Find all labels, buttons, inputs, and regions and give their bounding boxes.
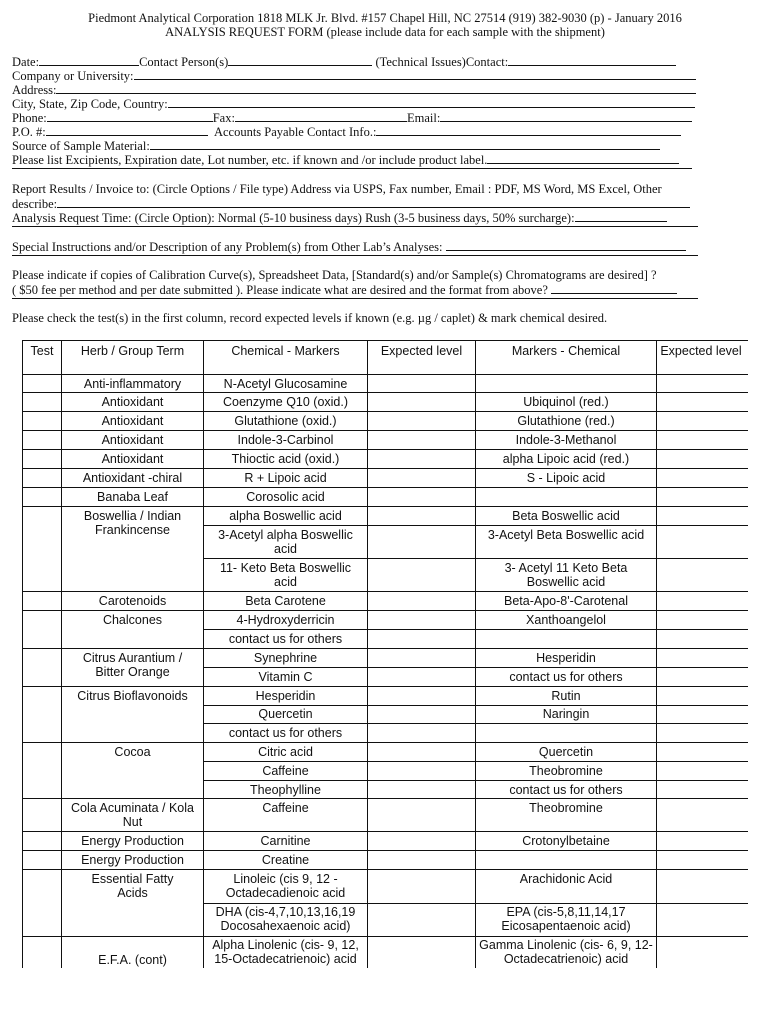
herb-cell: Antioxidant -chiral	[82, 471, 183, 485]
header-company-line: Piedmont Analytical Corporation 1818 MLK Jr. Blvd. #157 Chapel Hill, NC 27514 (919) 382-9030 (p) - January 2016	[88, 11, 682, 25]
excipients-label: Please list Excipients, Expiration date, Lot number, etc. if known and /or include product label.	[12, 153, 488, 167]
phone-label: Phone:	[12, 111, 47, 125]
chemical-marker-cell: Citric acid	[258, 745, 313, 759]
column-header-test: Test	[30, 344, 54, 358]
herb-cell: Essential Fatty Acids	[91, 872, 174, 900]
chemical-marker-cell: Thioctic acid (oxid.)	[231, 452, 340, 466]
marker-chemical-cell: Gamma Linolenic (cis- 6, 9, 12-Octadecatrienoic) acid	[479, 938, 653, 966]
chemical-marker-cell: Alpha Linolenic (cis- 9, 12, 15-Octadecatrienoic) acid	[212, 938, 359, 966]
marker-chemical-cell: Theobromine	[529, 801, 603, 815]
marker-chemical-cell: Beta-Apo-8'-Carotenal	[504, 594, 628, 608]
request-time-label: Analysis Request Time: (Circle Option): Normal (5-10 business days) Rush (3-5 business days, 50% surcharge):	[12, 211, 575, 225]
chemical-marker-cell: Quercetin	[258, 707, 313, 721]
herb-cell: Antioxidant	[101, 433, 164, 447]
chemical-marker-cell: N-Acetyl Glucosamine	[223, 377, 348, 391]
chemical-marker-cell: Indole-3-Carbinol	[237, 433, 334, 447]
chemical-marker-cell: R + Lipoic acid	[244, 471, 327, 485]
source-label: Source of Sample Material:	[12, 139, 150, 153]
herb-cell: Citrus Aurantium / Bitter Orange	[82, 651, 183, 679]
marker-chemical-cell: 3-Acetyl Beta Boswellic acid	[487, 528, 645, 542]
chemical-marker-cell: Linoleic (cis 9, 12 - Octadecadienoic acid	[225, 872, 346, 900]
chemical-marker-cell: Caffeine	[262, 764, 309, 778]
chemical-marker-cell: 4-Hydroxyderricin	[236, 613, 335, 627]
chemical-marker-cell: 11- Keto Beta Boswellic acid	[219, 561, 352, 589]
check-tests-instruction: Please check the test(s) in the first column, record expected levels if known (e.g. µg / caplet) & mark chemical desired.	[12, 311, 608, 325]
marker-chemical-cell: Ubiquinol (red.)	[523, 395, 609, 409]
chemical-marker-cell: Creatine	[261, 853, 310, 867]
herb-cell: Cocoa	[114, 745, 151, 759]
chemical-marker-cell: Theophylline	[250, 783, 321, 797]
herb-cell: E.F.A. (cont)	[98, 953, 167, 967]
chemical-marker-cell: contact us for others	[228, 726, 343, 740]
chemical-marker-cell: Hesperidin	[255, 689, 316, 703]
marker-chemical-cell: alpha Lipoic acid (red.)	[502, 452, 630, 466]
marker-chemical-cell: 3- Acetyl 11 Keto Beta Boswellic acid	[504, 561, 628, 589]
column-header-expected-level-2: Expected level	[660, 344, 742, 358]
special-label: Special Instructions and/or Description of any Problem(s) from Other Lab’s Analyses:	[12, 240, 446, 254]
column-header-markers-chemical: Markers - Chemical	[511, 344, 621, 358]
herb-cell: Antioxidant	[101, 452, 164, 466]
marker-chemical-cell: Hesperidin	[536, 651, 596, 665]
column-header-expected-level: Expected level	[380, 344, 463, 358]
chemical-marker-cell: Beta Carotene	[245, 594, 326, 608]
herb-cell: Banaba Leaf	[97, 490, 168, 504]
marker-chemical-cell: Crotonylbetaine	[522, 834, 610, 848]
accounts-payable-label: Accounts Payable Contact Info.:	[213, 125, 377, 139]
chemical-marker-cell: Carnitine	[260, 834, 311, 848]
herb-cell: Energy Production	[81, 853, 184, 867]
contact-person-label: Contact Person(s)	[139, 55, 229, 69]
marker-chemical-cell: Indole-3-Methanol	[515, 433, 617, 447]
fax-label: Fax:	[212, 111, 235, 125]
marker-chemical-cell: Arachidonic Acid	[519, 872, 613, 886]
marker-chemical-cell: EPA (cis-5,8,11,14,17 Eicosapentaenoic acid)	[501, 905, 631, 933]
herb-cell: Chalcones	[102, 613, 163, 627]
po-label: P.O. #:	[12, 125, 46, 139]
herb-cell: Anti-inflammatory	[83, 377, 182, 391]
email-label: Email:	[406, 111, 441, 125]
marker-chemical-cell: Quercetin	[538, 745, 594, 759]
marker-chemical-cell: Theobromine	[529, 764, 603, 778]
herb-cell: Antioxidant	[101, 395, 164, 409]
address-label: Address:	[12, 83, 57, 97]
date-label: Date:	[12, 55, 40, 69]
chemical-marker-cell: Synephrine	[253, 651, 318, 665]
chemical-marker-cell: 3-Acetyl alpha Boswellic acid	[218, 528, 353, 556]
marker-chemical-cell: S - Lipoic acid	[526, 471, 606, 485]
company-label: Company or University:	[12, 69, 134, 83]
city-label: City, State, Zip Code, Country:	[12, 97, 168, 111]
marker-chemical-cell: Glutathione (red.)	[517, 414, 615, 428]
marker-chemical-cell: Beta Boswellic acid	[512, 509, 620, 523]
chemical-marker-cell: Glutathione (oxid.)	[234, 414, 337, 428]
marker-chemical-cell: Rutin	[551, 689, 581, 703]
column-header-chemical-markers: Chemical - Markers	[231, 344, 340, 358]
column-header-herb: Herb / Group Term	[80, 344, 185, 358]
tech-contact-label: (Technical Issues)Contact:	[375, 55, 509, 69]
chemical-marker-cell: contact us for others	[228, 632, 343, 646]
herb-cell: Energy Production	[81, 834, 184, 848]
chemical-marker-cell: Corosolic acid	[246, 490, 325, 504]
chemical-marker-cell: alpha Boswellic acid	[229, 509, 342, 523]
herb-cell: Cola Acuminata / Kola Nut	[71, 801, 194, 829]
marker-chemical-cell: contact us for others	[509, 670, 623, 684]
marker-chemical-cell: Xanthoangelol	[526, 613, 606, 627]
copies-text: Please indicate if copies of Calibration Curve(s), Spreadsheet Data, [Standard(s) and/or Sample(s) Chromatograms are desired] ?	[12, 268, 657, 282]
chemical-marker-cell: Vitamin C	[258, 670, 313, 684]
describe-label: describe:	[12, 197, 58, 211]
header-form-title: ANALYSIS REQUEST FORM (please include data for each sample with the shipment)	[165, 25, 605, 39]
marker-chemical-cell: contact us for others	[509, 783, 623, 797]
herb-cell: Antioxidant	[101, 414, 164, 428]
copies-label: ( $50 fee per method and per date submitted ). Please indicate what are desired and the format from above?	[12, 283, 552, 297]
herb-cell: Carotenoids	[98, 594, 167, 608]
marker-chemical-cell: Naringin	[542, 707, 590, 721]
chemical-marker-cell: DHA (cis-4,7,10,13,16,19 Docosahexaenoic acid)	[215, 905, 356, 933]
herb-cell: Boswellia / Indian Frankincense	[83, 509, 182, 537]
chemical-marker-cell: Coenzyme Q10 (oxid.)	[222, 395, 349, 409]
chemical-marker-cell: Caffeine	[262, 801, 309, 815]
report-results-text: Report Results / Invoice to: (Circle Options / File type) Address via USPS, Fax number, Email : PDF, MS Word, MS Excel, Other	[12, 182, 662, 196]
herb-cell: Citrus Bioflavonoids	[77, 689, 188, 703]
